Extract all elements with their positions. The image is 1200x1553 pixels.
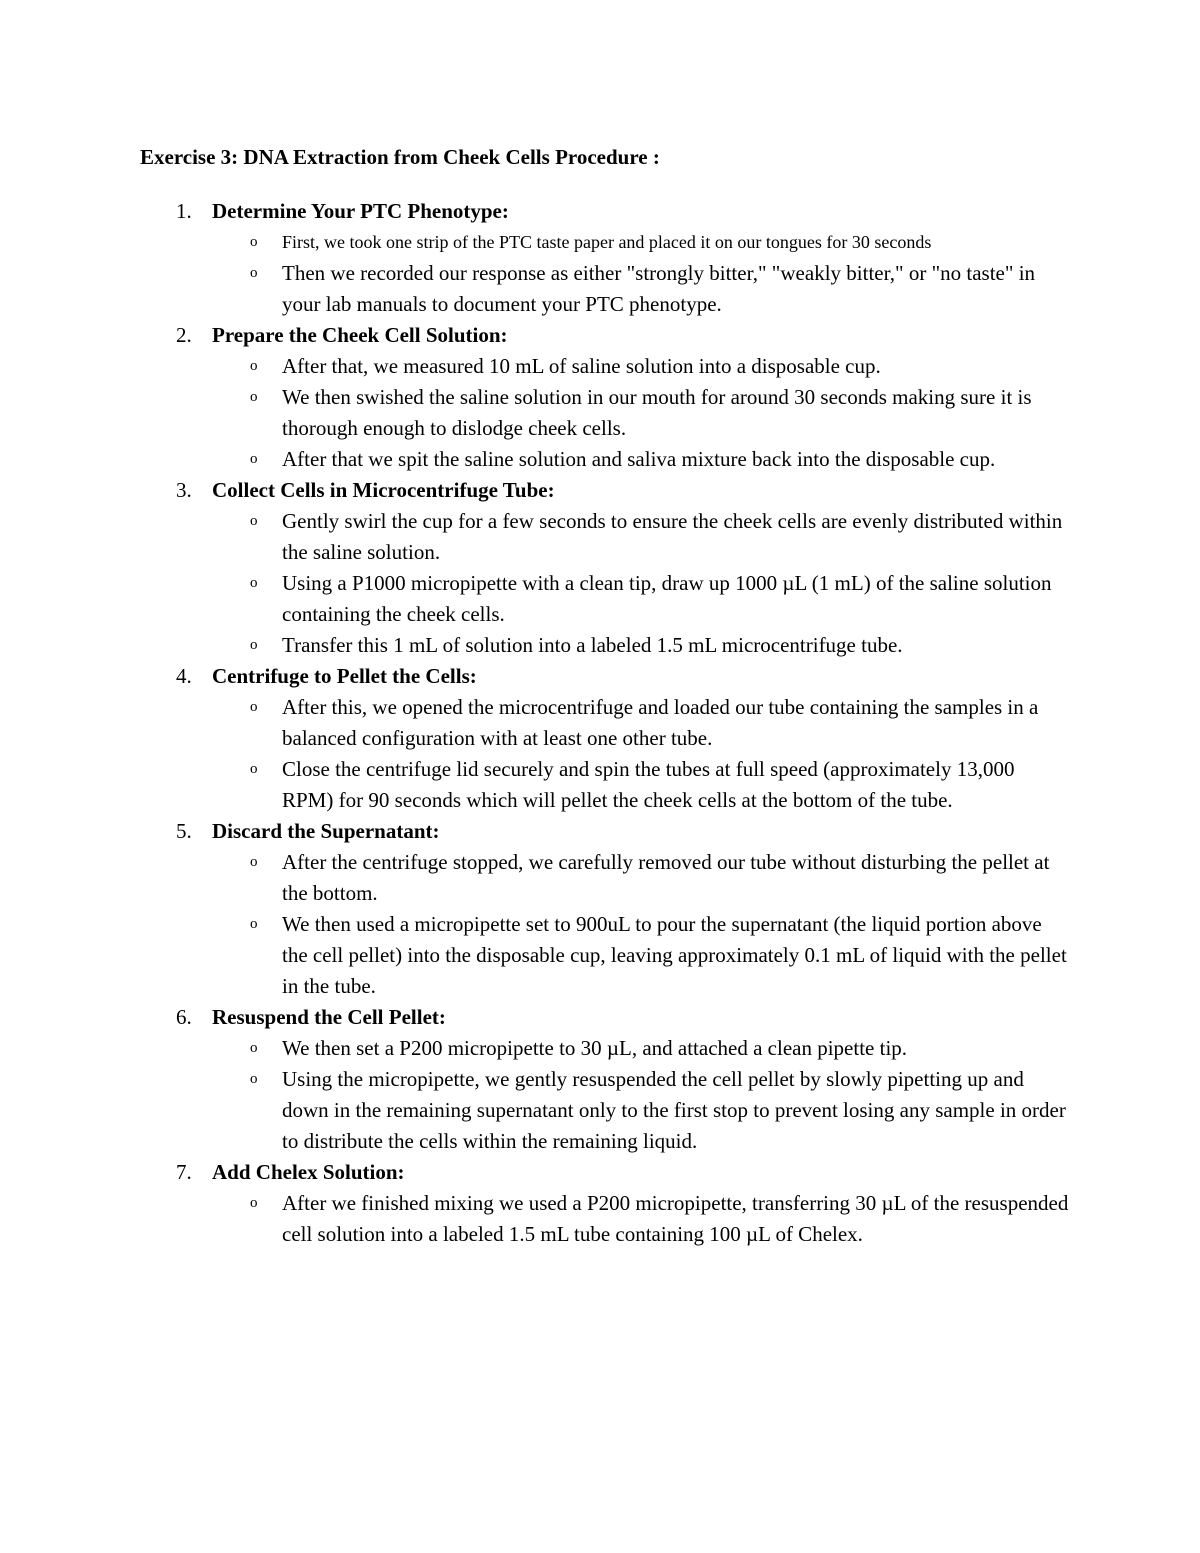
list-item-text: We then set a P200 micropipette to 30 µL, and attached a clean pipette tip. bbox=[282, 1036, 908, 1060]
step-4 bbox=[140, 661, 1070, 816]
step-7 bbox=[140, 1157, 1070, 1250]
list-item-text: Using the micropipette, we gently resuspended the cell pellet by slowly pipetting up and down in the remaining supernatant only to the first stop to prevent losing any sample in order to distribute the cells within the remaining liquid. bbox=[282, 1067, 1066, 1153]
list-item bbox=[140, 351, 1070, 382]
bullet-circle-icon: o bbox=[250, 1040, 258, 1056]
step-number: 3. bbox=[176, 478, 192, 502]
step-substeps bbox=[140, 847, 1070, 1002]
list-item-text: First, we took one strip of the PTC taste paper and placed it on our tongues for 30 seconds bbox=[282, 232, 932, 252]
list-item bbox=[140, 227, 1070, 258]
step-3 bbox=[140, 475, 1070, 661]
step-title: Collect Cells in Microcentrifuge Tube: bbox=[212, 478, 555, 502]
list-item bbox=[140, 847, 1070, 909]
step-title: Add Chelex Solution: bbox=[212, 1160, 405, 1184]
bullet-circle-icon: o bbox=[250, 637, 258, 653]
step-heading bbox=[140, 661, 1070, 692]
bullet-circle-icon: o bbox=[250, 1195, 258, 1211]
bullet-circle-icon: o bbox=[250, 854, 258, 870]
list-item bbox=[140, 258, 1070, 320]
bullet-circle-icon: o bbox=[250, 1071, 258, 1087]
document-title: Exercise 3: DNA Extraction from Cheek Cells Procedure : bbox=[140, 145, 660, 169]
step-number: 2. bbox=[176, 323, 192, 347]
step-title: Prepare the Cheek Cell Solution: bbox=[212, 323, 508, 347]
bullet-circle-icon: o bbox=[250, 916, 258, 932]
step-heading bbox=[140, 196, 1070, 227]
step-substeps bbox=[140, 227, 1070, 320]
bullet-circle-icon: o bbox=[250, 265, 258, 281]
step-substeps bbox=[140, 692, 1070, 816]
step-heading bbox=[140, 1157, 1070, 1188]
list-item-text: Transfer this 1 mL of solution into a labeled 1.5 mL microcentrifuge tube. bbox=[282, 633, 903, 657]
step-title: Centrifuge to Pellet the Cells: bbox=[212, 664, 477, 688]
list-item-text: Then we recorded our response as either "strongly bitter," "weakly bitter," or "no taste" in your lab manuals to document your PTC phenotype. bbox=[282, 261, 1036, 316]
bullet-circle-icon: o bbox=[250, 234, 258, 250]
step-number: 1. bbox=[176, 199, 192, 223]
step-heading bbox=[140, 475, 1070, 506]
step-heading bbox=[140, 1002, 1070, 1033]
list-item-text: After the centrifuge stopped, we carefully removed our tube without disturbing the pellet at the bottom. bbox=[282, 850, 1050, 905]
list-item-text: Close the centrifuge lid securely and spin the tubes at full speed (approximately 13,000 RPM) for 90 seconds which will pellet the cheek cells at the bottom of the tube. bbox=[282, 757, 1015, 812]
list-item-text: We then used a micropipette set to 900uL to pour the supernatant (the liquid portion above the cell pellet) into the disposable cup, leaving approximately 0.1 mL of liquid with the pellet in the tube. bbox=[282, 912, 1067, 998]
step-2 bbox=[140, 320, 1070, 475]
list-item-text: Gently swirl the cup for a few seconds to ensure the cheek cells are evenly distributed within the saline solution. bbox=[282, 509, 1063, 564]
step-title: Discard the Supernatant: bbox=[212, 819, 440, 843]
step-title: Determine Your PTC Phenotype: bbox=[212, 199, 509, 223]
list-item bbox=[140, 1033, 1070, 1064]
list-item-text: After that, we measured 10 mL of saline solution into a disposable cup. bbox=[282, 354, 881, 378]
step-substeps bbox=[140, 506, 1070, 661]
bullet-circle-icon: o bbox=[250, 575, 258, 591]
step-6 bbox=[140, 1002, 1070, 1157]
list-item bbox=[140, 1064, 1070, 1157]
step-number: 7. bbox=[176, 1160, 192, 1184]
list-item-text: After that we spit the saline solution and saliva mixture back into the disposable cup. bbox=[282, 447, 996, 471]
step-number: 5. bbox=[176, 819, 192, 843]
procedure-steps bbox=[140, 196, 1070, 1250]
bullet-circle-icon: o bbox=[250, 389, 258, 405]
step-substeps bbox=[140, 1033, 1070, 1157]
step-heading bbox=[140, 816, 1070, 847]
list-item bbox=[140, 630, 1070, 661]
list-item bbox=[140, 754, 1070, 816]
list-item-text: Using a P1000 micropipette with a clean tip, draw up 1000 µL (1 mL) of the saline solution containing the cheek cells. bbox=[282, 571, 1052, 626]
list-item bbox=[140, 506, 1070, 568]
bullet-circle-icon: o bbox=[250, 761, 258, 777]
bullet-circle-icon: o bbox=[250, 451, 258, 467]
list-item-text: We then swished the saline solution in our mouth for around 30 seconds making sure it is thorough enough to dislodge cheek cells. bbox=[282, 385, 1032, 440]
list-item bbox=[140, 568, 1070, 630]
step-number: 6. bbox=[176, 1005, 192, 1029]
step-1 bbox=[140, 196, 1070, 320]
list-item-text: After this, we opened the microcentrifuge and loaded our tube containing the samples in a balanced configuration with at least one other tube. bbox=[282, 695, 1039, 750]
step-5 bbox=[140, 816, 1070, 1002]
bullet-circle-icon: o bbox=[250, 513, 258, 529]
list-item bbox=[140, 909, 1070, 1002]
list-item-text: After we finished mixing we used a P200 micropipette, transferring 30 µL of the resuspended cell solution into a labeled 1.5 mL tube containing 100 µL of Chelex. bbox=[282, 1191, 1069, 1246]
list-item bbox=[140, 444, 1070, 475]
step-number: 4. bbox=[176, 664, 192, 688]
list-item bbox=[140, 1188, 1070, 1250]
step-substeps bbox=[140, 351, 1070, 475]
bullet-circle-icon: o bbox=[250, 358, 258, 374]
step-title: Resuspend the Cell Pellet: bbox=[212, 1005, 446, 1029]
bullet-circle-icon: o bbox=[250, 699, 258, 715]
step-heading bbox=[140, 320, 1070, 351]
step-substeps bbox=[140, 1188, 1070, 1250]
list-item bbox=[140, 692, 1070, 754]
list-item bbox=[140, 382, 1070, 444]
